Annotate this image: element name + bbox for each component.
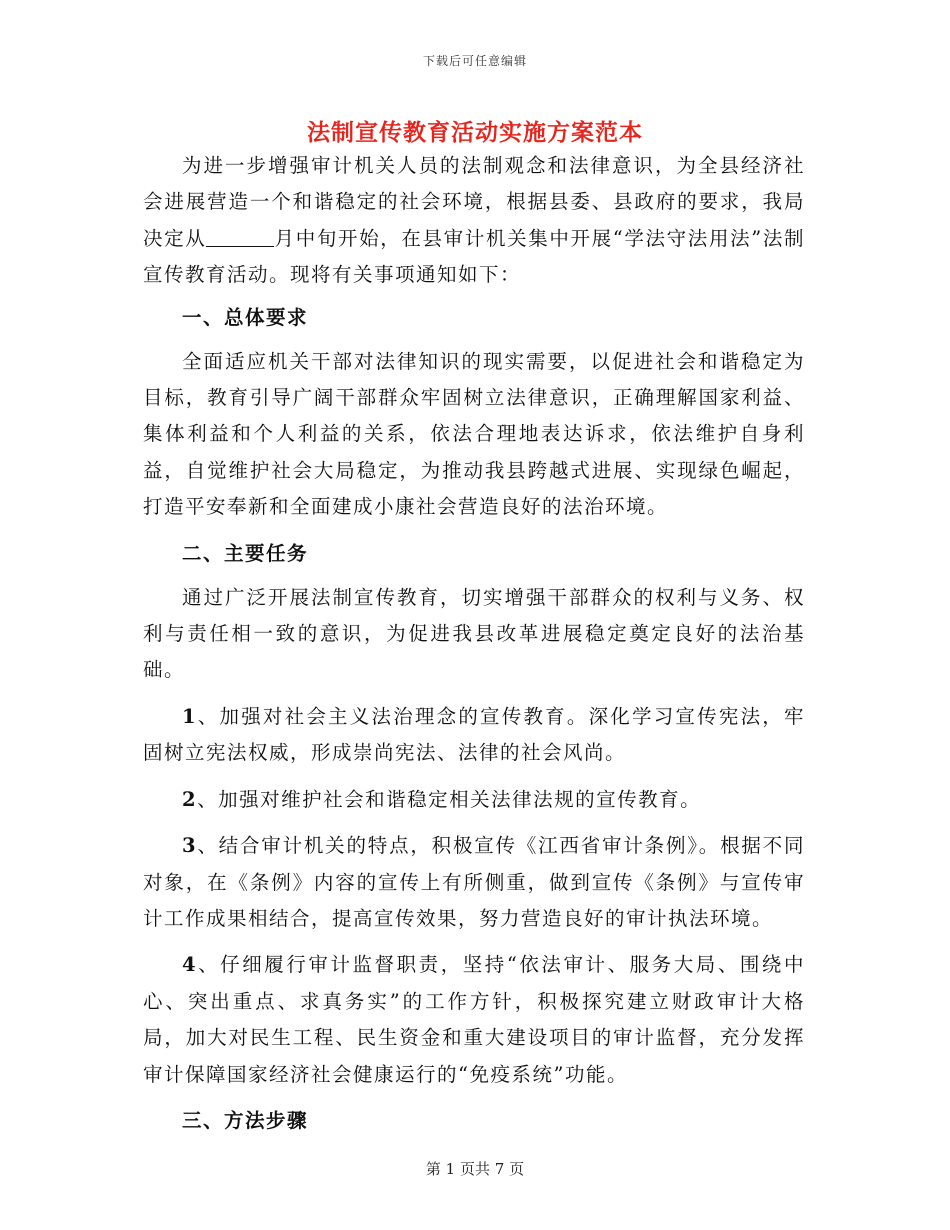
task-item-number: 3	[182, 834, 198, 858]
intro-text-after: 月中旬开始，在县审计机关集中开展“学法守法用法”法制宣传教育活动。现将有关事项通知如下：	[143, 226, 805, 287]
section-body-requirements: 全面适应机关干部对法律知识的现实需要，以促进社会和谐稳定为目标，教育引导广阔干部群众牢固树立法律意识，正确理解国家利益、集体利益和个人利益的关系，依法合理地表达诉求，依法维护自身利益，自觉维护社会大局稳定，为推动我县跨越式进展、实现绿色崛起，打造平安奉新和全面建成小康社会营造良好的法治环境。	[143, 349, 805, 519]
task-item-text: 、仔细履行审计监督职责，坚持“依法审计、服务大局、围绕中心、突出重点、求真务实”的工作方针，积极探究建立财政审计大格局，加大对民生工程、民生资金和重大建设项目的审计监督，充分发挥审计保障国家经济社会健康运行的“免疫系统”功能。	[143, 953, 805, 1086]
intro-paragraph	[143, 148, 805, 294]
task-item-text: 、加强对社会主义法治理念的宣传教育。深化学习宣传宪法，牢固树立宪法权威，形成崇尚宪法、法律的社会风尚。	[143, 704, 805, 765]
section-body-tasks: 通过广泛开展法制宣传教育，切实增强干部群众的权利与义务、权利与责任相一致的意识，为促进我县改革进展稳定奠定良好的法治基础。	[143, 585, 805, 682]
task-item-1	[143, 699, 805, 772]
task-item-number: 4	[182, 953, 198, 977]
task-item-4	[143, 947, 805, 1093]
page-header: 下载后可任意编辑	[422, 54, 527, 68]
task-item-2	[143, 782, 805, 818]
section-heading-requirements: 一、总体要求	[182, 305, 309, 329]
fill-in-blank	[206, 226, 274, 247]
section-heading-tasks: 二、主要任务	[182, 541, 309, 565]
task-item-3	[143, 828, 805, 937]
task-item-number: 2	[182, 787, 198, 811]
task-item-text: 、结合审计机关的特点，积极宣传《江西省审计条例》。根据不同对象，在《条例》内容的宣传上有所侧重，做到宣传《条例》与宣传审计工作成果相结合，提高宣传效果，努力营造良好的审计执法环境。	[143, 834, 805, 930]
task-item-number: 1	[182, 704, 198, 728]
intro-text-before: 为进一步增强审计机关人员的法制观念和法律意识，为全县经济社会进展营造一个和谐稳定的社会环境，根据县委、县政府的要求，我局决定从	[143, 154, 805, 250]
section-heading-methods: 三、方法步骤	[182, 1108, 309, 1132]
document-body	[143, 148, 805, 1147]
page-footer: 第 1 页共 7 页	[425, 1160, 525, 1178]
document-title: 法制宣传教育活动实施方案范本	[307, 119, 643, 146]
task-item-text: 、加强对维护社会和谐稳定相关法律法规的宣传教育。	[197, 787, 702, 811]
